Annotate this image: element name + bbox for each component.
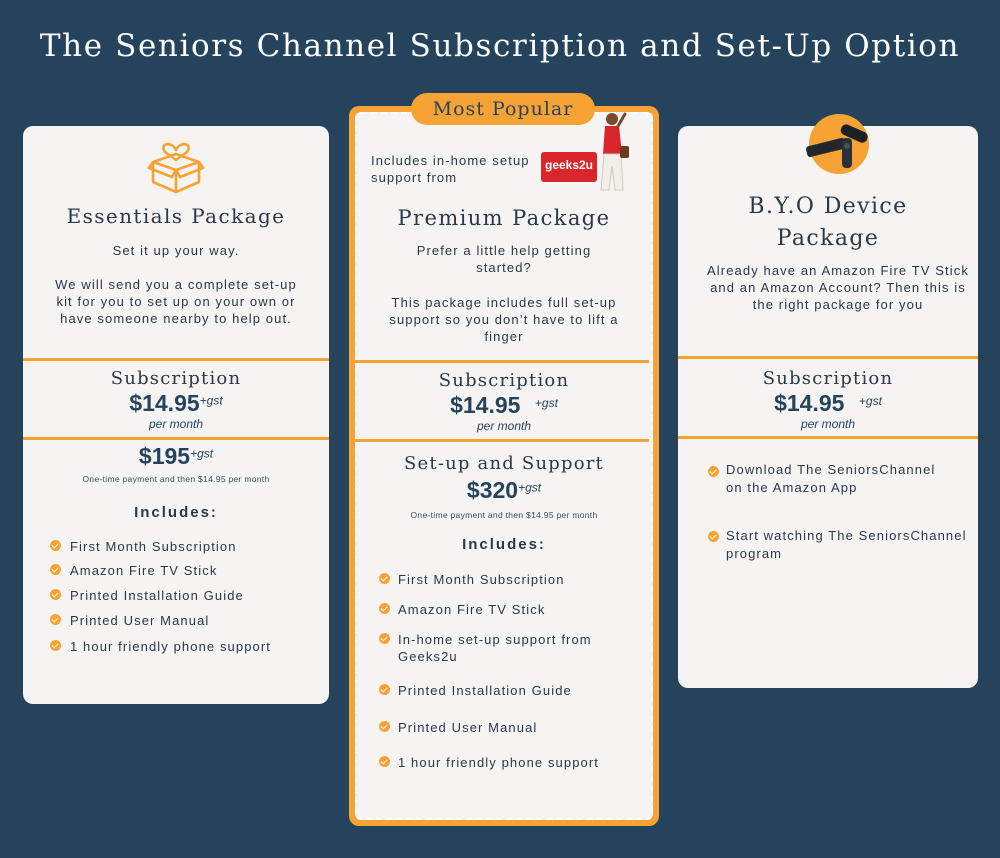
feature-item: Amazon Fire TV Stick xyxy=(70,563,218,578)
package-tagline: Prefer a little help getting started? xyxy=(416,243,592,275)
includes-heading: Includes: xyxy=(134,504,218,521)
most-popular-badge: Most Popular xyxy=(411,93,595,125)
gst-label: +gst xyxy=(858,393,882,408)
package-tagline: Set it up your way. xyxy=(112,243,240,258)
per-month-label: per month xyxy=(148,417,204,431)
geeks2u-technician-icon xyxy=(597,110,631,192)
subscription-price-row xyxy=(357,392,651,419)
setup-note: One-time payment and then $14.95 per month xyxy=(82,474,270,484)
feature-item: Printed User Manual xyxy=(70,613,210,628)
gst-label: +gst xyxy=(190,446,214,461)
subscription-price-row xyxy=(23,390,329,417)
check-circle-icon xyxy=(379,684,390,695)
check-circle-icon xyxy=(379,721,390,732)
feature-item: Start watching The SeniorsChannel program xyxy=(726,528,967,561)
essentials-card xyxy=(23,126,329,704)
check-circle-icon xyxy=(379,573,390,584)
subscription-price: $14.95 xyxy=(129,390,200,416)
package-name-line2: Package xyxy=(776,226,880,251)
section-divider xyxy=(678,356,978,359)
setup-price: $195 xyxy=(138,443,191,469)
feature-item: Amazon Fire TV Stick xyxy=(398,602,546,617)
premium-card-inner xyxy=(355,112,653,820)
setup-note: One-time payment and then $14.95 per month xyxy=(410,510,598,520)
check-circle-icon xyxy=(379,603,390,614)
byo-card xyxy=(678,126,978,688)
feature-item: Printed Installation Guide xyxy=(70,588,244,603)
feature-item: In-home set-up support from Geeks2u xyxy=(398,632,592,664)
gst-label: +gst xyxy=(534,395,558,410)
gst-label: +gst xyxy=(199,393,223,408)
feature-item: Printed Installation Guide xyxy=(398,683,572,698)
setup-label: Set-up and Support xyxy=(404,453,604,474)
package-description: This package includes full set-up support so you don’t have to lift a finger xyxy=(389,295,619,344)
package-name-line1: B.Y.O Device xyxy=(748,194,908,219)
gst-label: +gst xyxy=(518,480,542,495)
check-circle-icon xyxy=(50,614,61,625)
check-circle-icon xyxy=(379,756,390,767)
package-name: Premium Package xyxy=(397,206,611,230)
section-divider xyxy=(23,437,329,440)
check-circle-icon xyxy=(50,589,61,600)
section-divider xyxy=(355,360,649,363)
check-circle-icon xyxy=(708,466,719,477)
subscription-price: $14.95 xyxy=(450,392,521,418)
page-title: The Seniors Channel Subscription and Set-Up Option xyxy=(39,28,961,64)
feature-item: Download The SeniorsChannel on the Amazon App xyxy=(726,462,936,495)
partner-text: Includes in-home setup support from xyxy=(371,153,530,185)
setup-price-row xyxy=(357,477,651,504)
feature-item: 1 hour friendly phone support xyxy=(398,755,600,770)
feature-item: First Month Subscription xyxy=(70,539,237,554)
feature-item: First Month Subscription xyxy=(398,572,565,587)
subscription-label: Subscription xyxy=(762,368,894,389)
package-name: Essentials Package xyxy=(66,204,286,228)
subscription-label: Subscription xyxy=(110,368,242,389)
feature-item: 1 hour friendly phone support xyxy=(70,639,272,654)
section-divider xyxy=(23,358,329,361)
section-divider xyxy=(355,439,649,442)
setup-price: $320 xyxy=(466,477,519,503)
check-circle-icon xyxy=(50,540,61,551)
check-circle-icon xyxy=(708,531,719,542)
gift-box-heart-icon xyxy=(147,136,205,194)
feature-item: Printed User Manual xyxy=(398,720,538,735)
section-divider xyxy=(678,436,978,439)
package-description: Already have an Amazon Fire TV Stick and an Amazon Account? Then this is the right package for you xyxy=(707,263,969,312)
includes-heading: Includes: xyxy=(462,536,546,553)
per-month-label: per month xyxy=(800,417,856,431)
check-circle-icon xyxy=(50,564,61,575)
package-description: We will send you a complete set-up kit for you to set up on your own or have someone nearby to help out. xyxy=(55,277,297,326)
check-circle-icon xyxy=(50,640,61,651)
subscription-price-row xyxy=(678,390,978,417)
setup-price-row xyxy=(23,443,329,470)
premium-card xyxy=(349,106,659,826)
subscription-price: $14.95 xyxy=(774,390,845,416)
geeks2u-logo: geeks2u xyxy=(541,152,597,182)
per-month-label: per month xyxy=(476,419,532,433)
check-circle-icon xyxy=(379,633,390,644)
fire-tv-stick-icon xyxy=(800,114,878,180)
subscription-label: Subscription xyxy=(438,370,570,391)
